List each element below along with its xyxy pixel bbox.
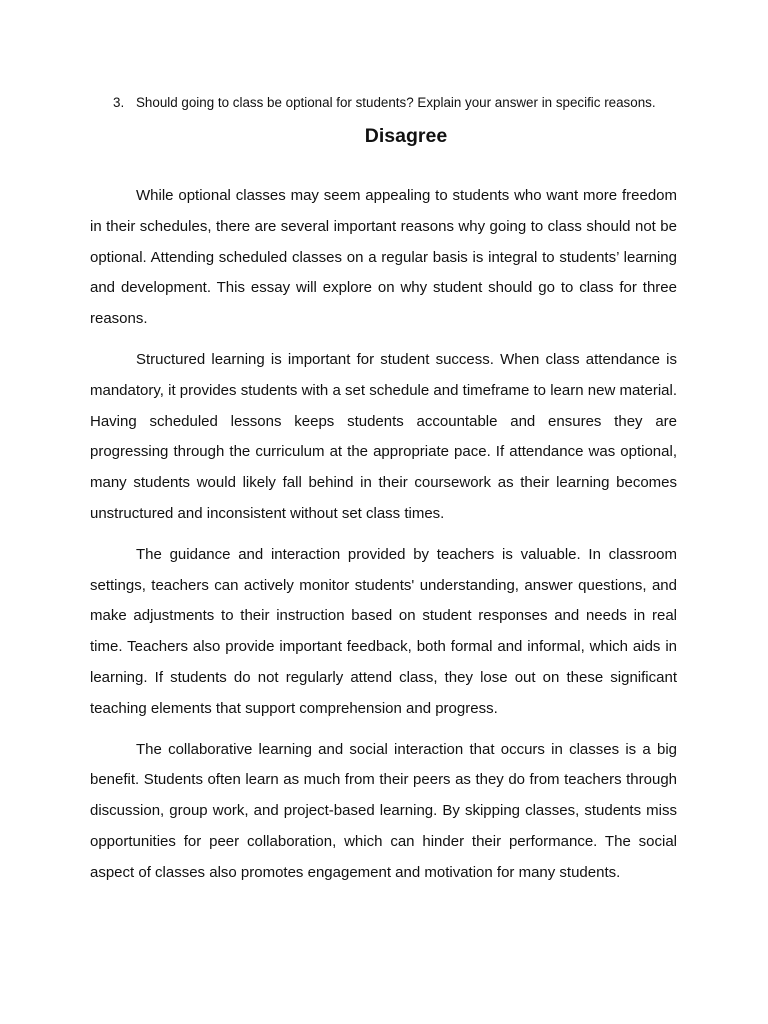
essay-question [113,94,713,112]
paragraph-structured-learning: Structured learning is important for student success. When class attendance is mandatory, it provides students with a set schedule and timeframe to learn new material. Having scheduled lessons keeps students accountable and ensures they are progressing through the curriculum at the appropriate pace. If attendance was optional, many students would likely fall behind in their coursework as their learning becomes unstructured and inconsistent without set class times. [90,350,677,522]
question-number: 3. [113,95,125,110]
paragraph-teacher-guidance: The guidance and interaction provided by teachers is valuable. In classroom settings, teachers can actively monitor students' understanding, answer questions, and make adjustments to their instruction based on student responses and needs in real time. Teachers also provide important feedback, both formal and informal, which aids in learning. If students do not regularly attend class, they lose out on these significant teaching elements that support comprehension and progress. [90,545,677,717]
question-text: Should going to class be optional for students? Explain your answer in specific reasons. [136,95,656,110]
essay-heading: Disagree [364,125,448,147]
essay-body [90,181,677,899]
paragraph-collaborative-learning: The collaborative learning and social interaction that occurs in classes is a big benefit. Students often learn as much from their peers as they do from teachers through discussion, group work, and project-based learning. By skipping classes, students miss opportunities for peer collaboration, which can hinder their performance. The social aspect of classes also promotes engagement and motivation for many students. [90,740,677,881]
paragraph-introduction: While optional classes may seem appealing to students who want more freedom in their schedules, there are several important reasons why going to class should not be optional. Attending scheduled classes on a regular basis is integral to students’ learning and development. This essay will explore on why student should go to class for three reasons. [90,187,677,328]
